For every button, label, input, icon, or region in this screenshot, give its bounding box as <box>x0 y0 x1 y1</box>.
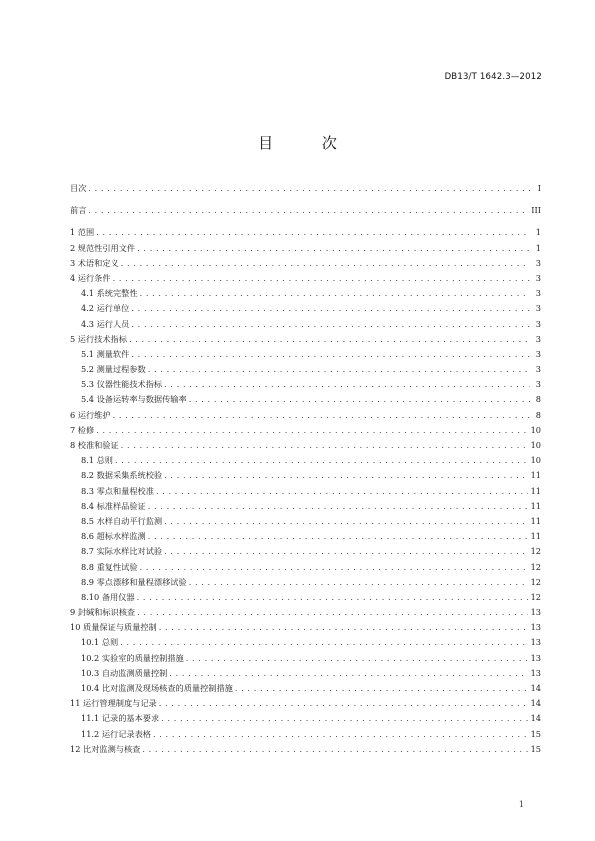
toc-entry-page: 14 <box>530 683 541 693</box>
toc-entry[interactable] <box>70 727 541 742</box>
toc-entry[interactable] <box>70 408 541 423</box>
toc-entry-page: 3 <box>535 348 541 359</box>
toc-entry-label: 1 范围 <box>70 227 95 238</box>
toc-entry-label: 12 比对监测与核查 <box>70 743 141 754</box>
toc-leader-dots <box>148 529 528 544</box>
toc-entry-page: 11 <box>530 515 541 526</box>
toc-entry[interactable] <box>70 241 541 256</box>
toc-entry[interactable] <box>70 181 541 196</box>
toc-leader-dots <box>148 362 530 377</box>
toc-leader-dots <box>164 514 527 529</box>
toc-entry-page: 10 <box>530 455 541 466</box>
toc-entry-page: 3 <box>535 379 541 390</box>
page-title: 目 次 <box>258 134 359 152</box>
toc-leader-dots <box>129 332 530 347</box>
toc-entry-page: 13 <box>530 637 541 648</box>
toc-entry[interactable] <box>70 392 541 407</box>
toc-entry-page: 12 <box>530 591 541 602</box>
toc-entry-label: 8.7 实际水样比对试验 <box>81 546 163 557</box>
toc-leader-dots <box>235 681 528 696</box>
toc-entry[interactable] <box>70 256 541 271</box>
toc-entry[interactable] <box>70 332 541 347</box>
toc-entry-label: 7 检修 <box>70 424 95 435</box>
toc-entry-page: 13 <box>530 652 541 663</box>
toc-entry[interactable] <box>70 301 541 316</box>
toc-entry-page: 3 <box>535 333 541 344</box>
toc-entry-page: I <box>537 183 541 193</box>
toc-entry[interactable] <box>70 711 541 726</box>
toc-entry-page: 10 <box>530 440 541 450</box>
toc-leader-dots <box>153 727 528 742</box>
toc-entry-label: 10.2 实验室的质量控制措施 <box>81 652 184 663</box>
toc-leader-dots <box>131 317 530 332</box>
toc-entry-page: 1 <box>535 227 541 238</box>
toc-entry[interactable] <box>70 681 541 696</box>
toc-entry-label: 8.4 标准样品验证 <box>81 500 146 511</box>
toc-leader-dots <box>113 271 530 286</box>
toc-entry-label: 4.1 系统完整性 <box>81 288 138 299</box>
toc-entry-page: 1 <box>535 242 541 253</box>
toc-entry-page: 3 <box>535 288 541 299</box>
toc-leader-dots <box>88 203 528 218</box>
toc-leader-dots <box>140 286 530 301</box>
toc-entry[interactable] <box>70 651 541 666</box>
toc-leader-dots <box>186 651 528 666</box>
toc-entry-page: 3 <box>535 303 541 314</box>
toc-entry-label: 11.1 记录的基本要求 <box>81 713 160 724</box>
toc-entry[interactable] <box>70 590 541 605</box>
toc-entry[interactable] <box>70 742 541 757</box>
toc-leader-dots <box>169 666 527 681</box>
toc-entry[interactable] <box>70 362 541 377</box>
toc-entry-page: 3 <box>535 272 541 283</box>
toc-entry[interactable] <box>70 529 541 544</box>
toc-leader-dots <box>156 484 528 499</box>
toc-leader-dots <box>189 575 528 590</box>
toc-entry[interactable] <box>70 468 541 483</box>
toc-entry-label: 前言 <box>70 205 87 216</box>
toc-entry[interactable] <box>70 347 541 362</box>
toc-entry-label: 6 运行维护 <box>70 409 111 420</box>
toc-entry-label: 4 运行条件 <box>70 272 111 283</box>
toc-leader-dots <box>161 711 527 726</box>
toc-entry-label: 8 校准和验证 <box>70 440 119 450</box>
toc-entry-page: 14 <box>530 698 541 709</box>
toc-leader-dots <box>164 377 530 392</box>
toc-entry-label: 10.3 自动监测质量控制 <box>81 667 168 678</box>
toc-entry[interactable] <box>70 499 541 514</box>
toc-entry[interactable] <box>70 560 541 575</box>
toc-entry-label: 2 规范性引用文件 <box>70 242 136 253</box>
toc-entry-page: 8 <box>535 409 541 420</box>
toc-entry-label: 8.10 备用仪器 <box>81 591 135 602</box>
toc-entry[interactable] <box>70 203 541 218</box>
toc-entry-page: 3 <box>535 318 541 329</box>
toc-leader-dots <box>142 742 527 757</box>
toc-entry[interactable] <box>70 438 541 453</box>
toc-entry-label: 5.1 测量软件 <box>81 348 130 359</box>
document-code: DB13/T 1642.3—2012 <box>444 72 542 82</box>
toc-entry-label: 10 质量保证与质量控制 <box>70 622 157 633</box>
toc-entry-page: 13 <box>530 622 541 633</box>
toc-entry-label: 5.4 设备运转率与数据传输率 <box>81 394 187 405</box>
footer-page-number: 1 <box>518 800 524 809</box>
toc-entry-page: 3 <box>535 257 541 268</box>
toc-entry[interactable] <box>70 484 541 499</box>
toc-leader-dots <box>113 408 530 423</box>
toc-leader-dots <box>96 225 530 240</box>
toc-entry-page: 13 <box>530 607 541 618</box>
toc-entry-page: 15 <box>530 743 541 754</box>
toc-leader-dots <box>115 453 528 468</box>
toc-leader-dots <box>159 696 528 711</box>
toc-entry-label: 5.2 测量过程参数 <box>81 364 146 375</box>
toc-leader-dots <box>96 423 527 438</box>
toc-entry-page: 11 <box>530 470 541 481</box>
toc-entry-page: 12 <box>530 576 541 587</box>
toc-entry[interactable] <box>70 514 541 529</box>
toc-entry-label: 8.3 零点和量程校准 <box>81 485 154 496</box>
toc-entry[interactable] <box>70 605 541 620</box>
toc-entry-page: 11 <box>530 500 541 511</box>
toc-entry-page: 3 <box>535 364 541 375</box>
toc-entry[interactable] <box>70 696 541 711</box>
toc-leader-dots <box>159 620 528 635</box>
toc-entry-label: 8.2 数据采集系统校验 <box>81 470 163 481</box>
toc-entry-label: 4.2 运行单位 <box>81 303 130 314</box>
toc-entry-label: 4.3 运行人员 <box>81 318 130 329</box>
toc-entry[interactable] <box>70 423 541 438</box>
toc-entry-label: 3 术语和定义 <box>70 257 119 268</box>
toc-entry-label: 目次 <box>70 183 87 193</box>
toc-entry[interactable] <box>70 377 541 392</box>
toc-entry-label: 8.5 水样自动平行监测 <box>81 515 163 526</box>
toc-entry-page: 11 <box>530 485 541 496</box>
toc-leader-dots <box>120 635 527 650</box>
toc-leader-dots <box>121 256 530 271</box>
toc-entry-page: 14 <box>530 713 541 724</box>
toc-entry[interactable] <box>70 575 541 590</box>
toc-entry[interactable] <box>70 453 541 468</box>
toc-entry[interactable] <box>70 317 541 332</box>
toc-entry-label: 5.3 仪器性能技术指标 <box>81 379 163 390</box>
toc-entry-label: 11 运行管理制度与记录 <box>70 698 157 709</box>
toc-entry-page: 13 <box>530 667 541 678</box>
toc-entry-page: 10 <box>530 424 541 435</box>
toc-entry[interactable] <box>70 620 541 635</box>
toc-leader-dots <box>131 301 530 316</box>
toc-leader-dots <box>164 544 527 559</box>
toc-leader-dots <box>137 590 528 605</box>
toc-entry-label: 8.6 超标水样监测 <box>81 531 146 542</box>
toc-entry-page: 11 <box>530 531 541 542</box>
toc-entry[interactable] <box>70 286 541 301</box>
toc-entry[interactable] <box>70 225 541 240</box>
toc-entry-page: 15 <box>530 728 541 739</box>
toc-entry[interactable] <box>70 271 541 286</box>
toc-entry-label: 8.8 重复性试验 <box>81 561 138 572</box>
toc-leader-dots <box>189 392 530 407</box>
toc-entry-page: 8 <box>535 394 541 405</box>
toc-entry-page: 12 <box>530 561 541 572</box>
toc-entry[interactable] <box>70 635 541 650</box>
table-of-contents <box>70 181 541 757</box>
toc-leader-dots <box>148 499 528 514</box>
toc-entry-label: 10.1 总则 <box>81 637 119 648</box>
toc-entry-label: 5 运行技术指标 <box>70 333 127 344</box>
toc-entry-page: III <box>531 205 541 216</box>
toc-entry-label: 8.1 总则 <box>81 455 113 466</box>
toc-leader-dots <box>137 241 530 256</box>
toc-entry[interactable] <box>70 544 541 559</box>
toc-leader-dots <box>131 347 530 362</box>
toc-entry-label: 8.9 零点漂移和量程漂移试验 <box>81 576 187 587</box>
toc-entry[interactable] <box>70 666 541 681</box>
toc-entry-label: 9 封缄和标识核查 <box>70 607 136 618</box>
toc-entry-label: 11.2 运行记录表格 <box>81 728 151 739</box>
toc-leader-dots <box>137 605 527 620</box>
toc-entry-label: 10.4 比对监测及现场核查的质量控制措施 <box>81 683 233 693</box>
toc-leader-dots <box>140 560 528 575</box>
toc-leader-dots <box>164 468 527 483</box>
toc-leader-dots <box>121 438 528 453</box>
toc-leader-dots <box>88 181 530 196</box>
toc-entry-page: 12 <box>530 546 541 557</box>
